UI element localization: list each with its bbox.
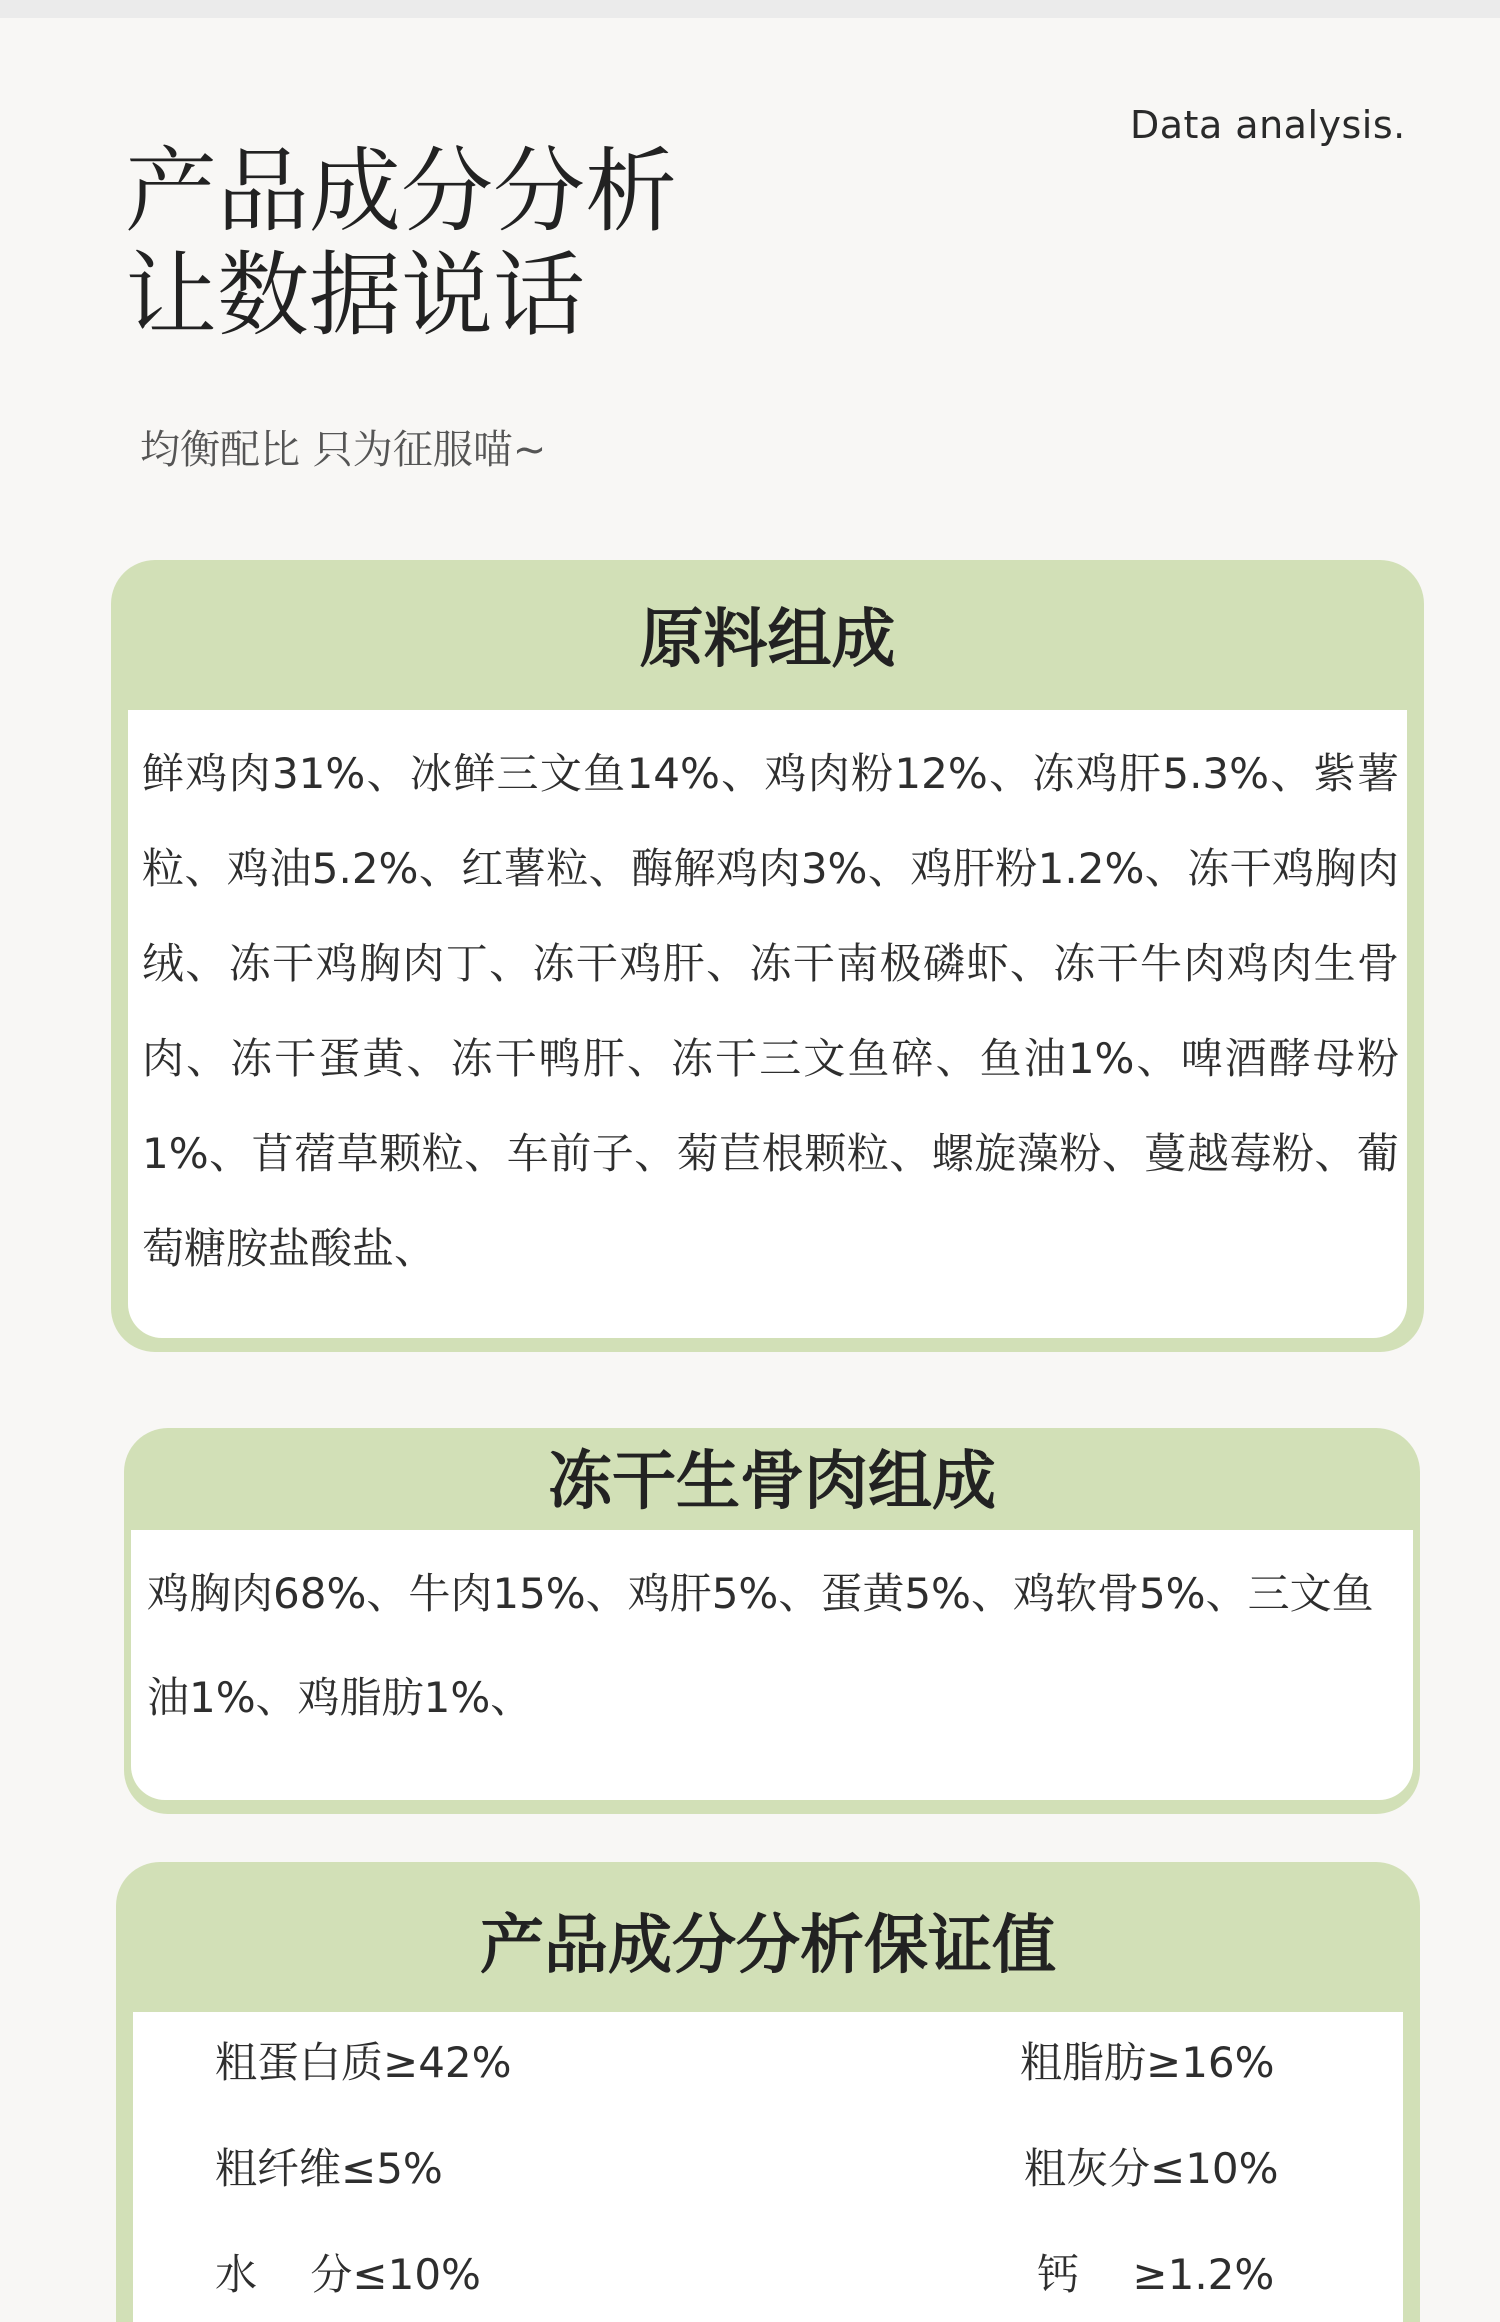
freeze-dried-body	[131, 1530, 1413, 1800]
top-bar	[0, 0, 1500, 18]
guaranteed-values-title: 产品成分分析保证值	[480, 1909, 1056, 1983]
raw-materials-card	[111, 560, 1424, 1352]
guaranteed-value-moisture: 水 分≤10%	[215, 2250, 481, 2299]
eyebrow-text: Data analysis.	[1130, 103, 1406, 147]
guaranteed-value-crude-protein: 粗蛋白质≥42%	[215, 2038, 512, 2087]
page-title-line-2: 让数据说话	[125, 242, 586, 349]
guaranteed-value-crude-fiber: 粗纤维≤5%	[215, 2144, 443, 2193]
guaranteed-value-crude-ash: 粗灰分≤10%	[1024, 2144, 1279, 2193]
page-title-line-1: 产品成分分析	[125, 138, 678, 245]
guaranteed-value-calcium: 钙 ≥1.2%	[1037, 2250, 1275, 2299]
freeze-dried-title: 冻干生骨肉组成	[548, 1445, 996, 1519]
page-title	[125, 140, 677, 348]
raw-materials-text: 鲜鸡肉31%、冰鲜三文鱼14%、鸡肉粉12%、冻鸡肝5.3%、紫薯粒、鸡油5.2%、红薯粒、酶解鸡肉3%、鸡肝粉1.2%、冻干鸡胸肉绒、冻干鸡胸肉丁、冻干鸡肝、冻干南极磷虾、冻干牛肉鸡肉生骨肉、冻干蛋黄、冻干鸭肝、冻干三文鱼碎、鱼油1%、啤酒酵母粉1%、苜蓿草颗粒、车前子、菊苣根颗粒、螺旋藻粉、蔓越莓粉、葡萄糖胺盐酸盐、	[142, 749, 1399, 1273]
freeze-dried-text: 鸡胸肉68%、牛肉15%、鸡肝5%、蛋黄5%、鸡软骨5%、三文鱼油1%、鸡脂肪1%、	[147, 1569, 1374, 1722]
raw-materials-title: 原料组成	[639, 603, 896, 677]
tagline: 均衡配比 只为征服喵~	[140, 427, 547, 473]
raw-materials-body	[128, 710, 1407, 1338]
guaranteed-value-crude-fat: 粗脂肪≥16%	[1020, 2038, 1275, 2087]
guaranteed-values-body	[133, 2012, 1403, 2322]
guaranteed-values-card	[116, 1862, 1420, 2322]
freeze-dried-card	[124, 1428, 1420, 1814]
